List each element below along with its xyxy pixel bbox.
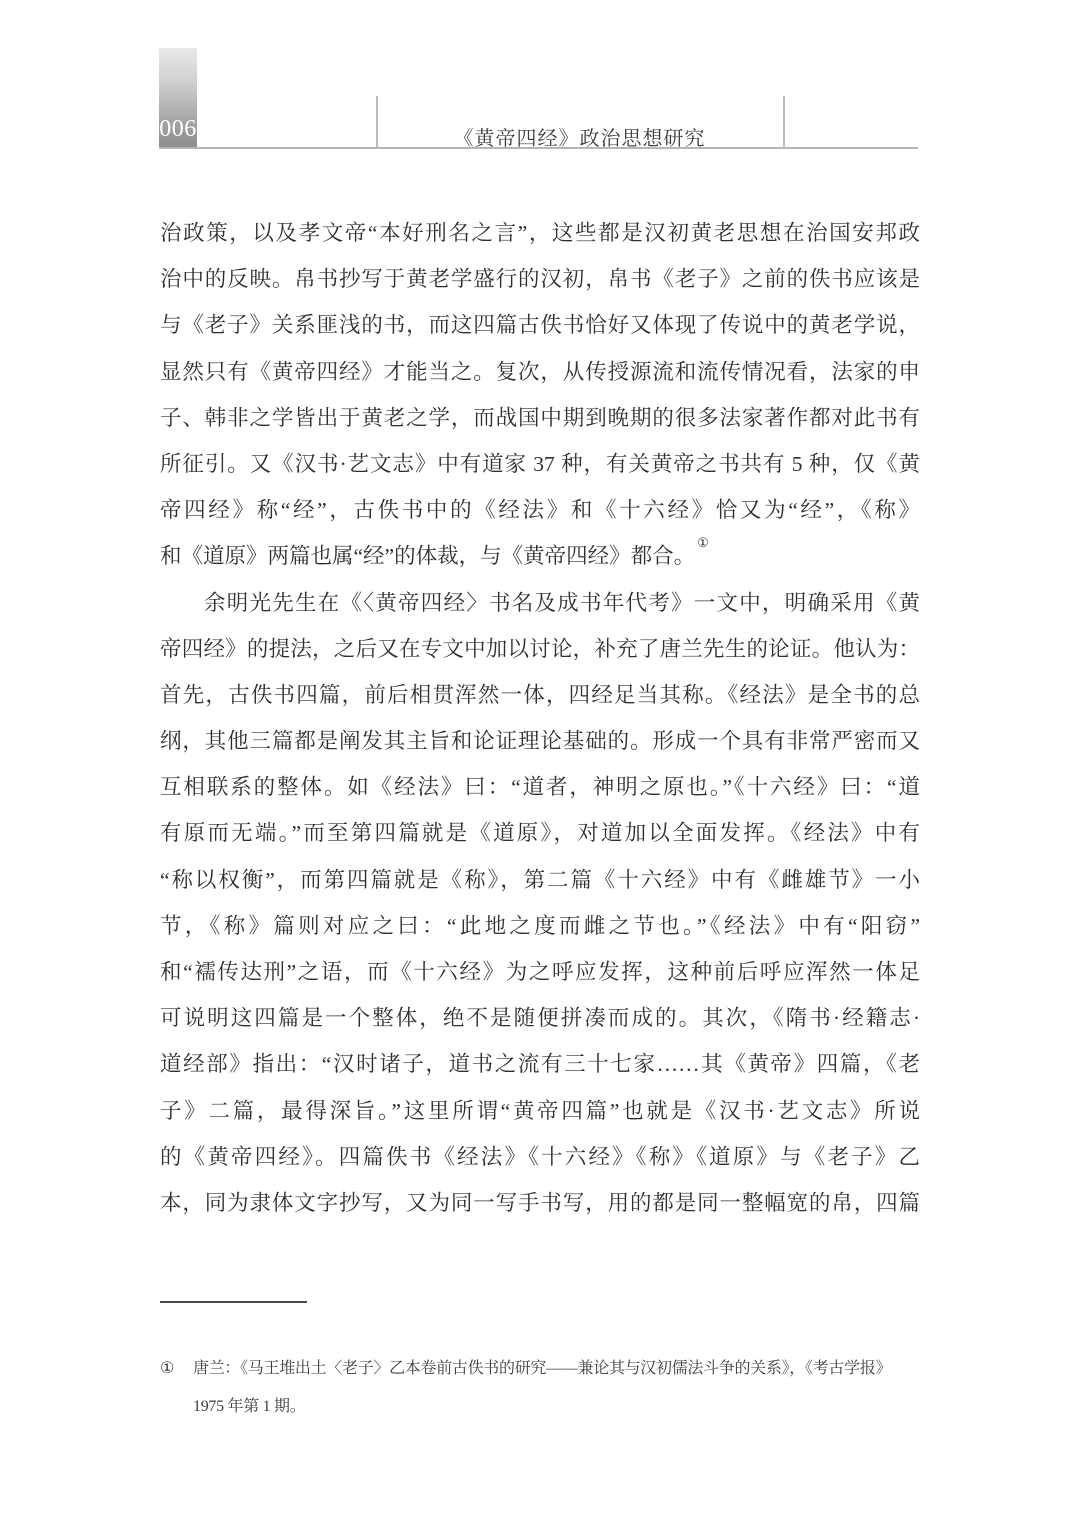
text-line: 子、韩非之学皆出于黄老之学，而战国中期到晚期的很多法家著作都对此书有 <box>160 405 920 430</box>
footnote-line: 唐兰：《马王堆出土〈老子〉乙本卷前古佚书的研究——兼论其与汉初儒法斗争的关系》，《考古学报》 <box>193 1360 892 1377</box>
footnote <box>160 1350 922 1426</box>
text-line: 帝四经》的提法，之后又在专文中加以讨论，补充了唐兰先生的论证。他认为： <box>160 636 920 661</box>
footnote-line: 1975 年第 1 期。 <box>193 1398 306 1415</box>
text-line-content: 和《道原》两篇也属“经”的体裁，与《黄帝四经》都合。 <box>160 544 696 569</box>
text-line: 帝四经》称“经”，古佚书中的《经法》和《十六经》恰又为“经”，《称》 <box>160 498 920 523</box>
text-line: 所征引。又《汉书·艺文志》中有道家 37 种，有关黄帝之书共有 5 种，仅《黄 <box>160 451 920 476</box>
header-tick-right <box>783 96 785 147</box>
footnote-separator <box>160 1301 307 1303</box>
page-number: 006 <box>159 116 197 142</box>
text-line: 与《老子》关系匪浅的书，而这四篇古佚书恰好又体现了传说中的黄老学说， <box>160 313 920 338</box>
body-text <box>160 210 920 1226</box>
footnote-marker: ① <box>160 1360 175 1377</box>
text-line: 治中的反映。帛书抄写于黄老学盛行的汉初，帛书《老子》之前的佚书应该是 <box>160 267 920 292</box>
text-line: 和“襦传达刑”之语，而《十六经》为之呼应发挥，这种前后呼应浑然一体足 <box>160 960 920 984</box>
footnote-ref: ① <box>697 535 709 551</box>
text-line: 子》二篇，最得深旨。”这里所谓“黄帝四篇”也就是《汉书·艺文志》所说 <box>160 1098 920 1123</box>
running-head-title: 《黄帝四经》政治思想研究 <box>453 128 706 150</box>
text-line: “称以权衡”，而第四篇就是《称》，第二篇《十六经》中有《雌雄节》一小 <box>160 867 920 892</box>
text-line: 有原而无端。”而至第四篇就是《道原》，对道加以全面发挥。《经法》中有 <box>160 821 920 846</box>
text-line: 节，《称》篇则对应之曰：“此地之度而雌之节也。”《经法》中有“阳窃” <box>160 913 920 938</box>
text-line <box>160 533 920 579</box>
page-number-bar <box>159 48 197 148</box>
text-line: 纲，其他三篇都是阐发其主旨和论证理论基础的。形成一个具有非常严密而又 <box>160 729 920 754</box>
text-line: 本，同为隶体文字抄写，又为同一写手书写，用的都是同一整幅宽的帛，四篇 <box>160 1190 920 1215</box>
text-line: 首先，古佚书四篇，前后相贯浑然一体，四经足当其称。《经法》是全书的总 <box>160 682 920 707</box>
text-line: 治政策，以及孝文帝“本好刑名之言”，这些都是汉初黄老思想在治国安邦政 <box>160 221 920 245</box>
text-line: 互相联系的整体。如《经法》曰：“道者，神明之原也。”《十六经》曰：“道 <box>160 775 920 800</box>
text-line: 可说明这四篇是一个整体，绝不是随便拼凑而成的。其次，《隋书·经籍志· <box>160 1006 920 1031</box>
text-line: 显然只有《黄帝四经》才能当之。复次，从传授源流和流传情况看，法家的申 <box>160 359 920 384</box>
text-line: 的《黄帝四经》。四篇佚书《经法》《十六经》《称》《道原》与《老子》乙 <box>160 1144 920 1169</box>
text-line: 道经部》指出：“汉时诸子，道书之流有三十七家……其《黄帝》四篇，《老 <box>160 1052 920 1077</box>
text-line: 余明光先生在《〈黄帝四经〉书名及成书年代考》一文中，明确采用《黄 <box>204 590 920 615</box>
